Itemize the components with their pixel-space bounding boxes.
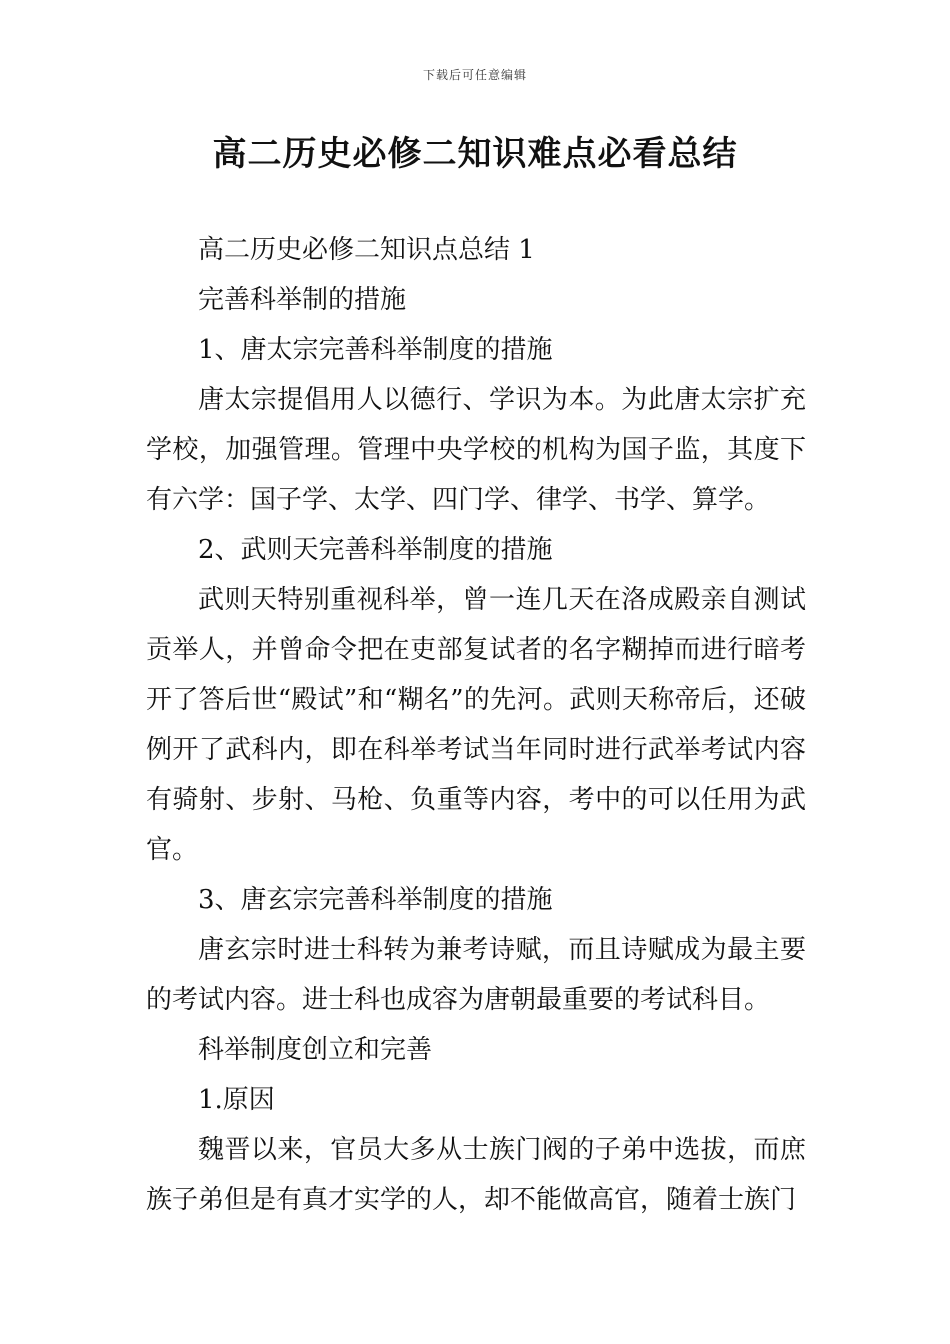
subheading: 2、武则天完善科举制度的措施 <box>198 535 553 565</box>
header-note: 下载后可任意编辑 <box>422 68 527 82</box>
document-body <box>146 225 806 1225</box>
subheading: 完善科举制的措施 <box>198 285 407 315</box>
document-title: 高二历史必修二知识难点必看总结 <box>212 134 738 174</box>
subheading: 1、唐太宗完善科举制度的措施 <box>198 335 553 365</box>
subheading: 科举制度创立和完善 <box>198 1035 433 1065</box>
body-paragraph: 魏晋以来，官员大多从士族门阀的子弟中选拔，而庶族子弟但是有真才实学的人，却不能做高官，随着士族门 <box>146 1135 806 1215</box>
subheading: 3、唐玄宗完善科举制度的措施 <box>198 885 553 915</box>
body-paragraph: 唐太宗提倡用人以德行、学识为本。为此唐太宗扩充学校，加强管理。管理中央学校的机构为国子监，其度下有六学：国子学、太学、四门学、律学、书学、算学。 <box>146 385 806 515</box>
body-paragraph: 唐玄宗时进士科转为兼考诗赋，而且诗赋成为最主要的考试内容。进士科也成容为唐朝最重要的考试科目。 <box>146 935 806 1015</box>
body-paragraph: 武则天特别重视科举，曾一连几天在洛成殿亲自测试贡举人，并曾命令把在吏部复试者的名字糊掉而进行暗考开了答后世“殿试”和“糊名”的先河。武则天称帝后，还破例开了武科内，即在科举考试当年同时进行武举考试内容有骑射、步射、马枪、负重等内容，考中的可以任用为武官。 <box>146 585 806 865</box>
subheading: 1.原因 <box>198 1085 275 1115</box>
section-heading: 高二历史必修二知识点总结 1 <box>198 235 535 265</box>
